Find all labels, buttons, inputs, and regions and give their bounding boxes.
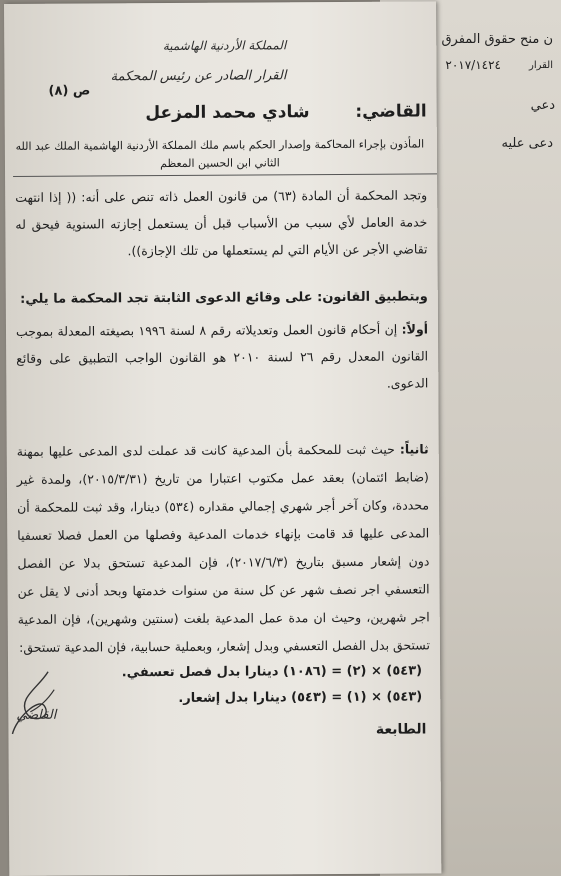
header-divider <box>13 173 437 177</box>
calculation-notice: (٥٤٣) × (١) = (٥٤٣) دينارا بدل إشعار. <box>178 689 423 706</box>
typist-label: الطابعة <box>375 721 427 738</box>
point-second-label: ثانياً: <box>399 441 429 457</box>
underlying-case-number: ٢٠١٧/١٤٢٤ <box>445 58 501 72</box>
law-application-heading: وبتطبيق القانون: على وقائع الدعوى الثابتة تجد المحكمة ما يلي: <box>20 289 428 307</box>
underlying-plaintiff-label: دعي <box>530 98 555 113</box>
paragraph-article-63: وتجد المحكمة أن المادة (٦٣) من قانون العمل ذاته تنص على أنه: (( إذا انتهت خدمة العامل لأي سبب من الأسباب قبل أن يستعمل إجازته السنوية فيحق له تقاضي الأجر عن الأيام التي لم يستعملها من تلك الإجازة)). <box>15 187 428 259</box>
judge-label: القاضي: <box>355 101 427 122</box>
point-first-label: أولاً: <box>401 321 429 337</box>
judge-line <box>145 101 426 123</box>
page-number: ص (٨) <box>48 83 91 99</box>
kingdom-header: المملكة الأردنية الهاشمية <box>162 38 287 54</box>
document-page <box>4 1 441 876</box>
point-first <box>16 315 428 399</box>
signature-scribble <box>8 668 68 738</box>
underlying-decision-label: القرار <box>528 60 553 71</box>
authorization-text: المأذون بإجراء المحاكمة وإصدار الحكم باسم ملك المملكة الأردنية الهاشمية الملك عبد الله الثاني ابن الحسين المعظم <box>15 137 425 171</box>
underlying-defendant-label: دعى عليه <box>501 136 553 151</box>
point-second-text: حيث ثبت للمحكمة بأن المدعية كانت قد عملت لدى المدعى عليها بمهنة (ضابط ائتمان) بعقد عمل مكتوب اعتبارا من تاريخ (٢٠١٥/٣/٣١)، ولمدة غير محددة، وكان آخر أجر شهري إجمالي مقداره (٥٣٤) دينارا، وقد ثبت للمحكمة أن المدعى عليها قد قامت بإنهاء خدمات المدعية وفصلها من العمل فصلا تعسفيا دون إشعار مسبق بتاريخ (٢٠١٧/٦/٣)، فإن المدعية تستحق بدلا عن الفصل التعسفي اجر نصف شهر عن كل سنة من سنوات خدمتها وبحد أدنى لا يقل عن اجر شهرين، وحيث ان مدة عمل المدعية بلغت (سنتين وشهرين)، فإن المدعية تستحق بدل الفصل التعسفي وبدل إشعار، وبعملية حسابية، فإن المدعية تستحق: <box>16 441 430 655</box>
decision-header: القرار الصادر عن رئيس المحكمة <box>110 68 287 85</box>
underlying-court-name: ن منح حقوق المفرق <box>441 32 553 47</box>
point-second <box>17 435 430 662</box>
point-first-text: إن أحكام قانون العمل وتعديلاته رقم ٨ لسنة ١٩٩٦ بصيغته المعدلة بموجب القانون المعدل رقم ٢٦ لسنة ٢٠١٠ هو القانون الواجب التطبيق على وقائع الدعوى. <box>15 321 429 391</box>
judge-signature-label: القاضي <box>16 707 57 723</box>
judge-name: شادي محمد المزعل <box>145 102 310 124</box>
calculation-dismissal: (٥٤٣) × (٢) = (١٠٨٦) دينارا بدل فصل تعسفي. <box>121 663 423 681</box>
